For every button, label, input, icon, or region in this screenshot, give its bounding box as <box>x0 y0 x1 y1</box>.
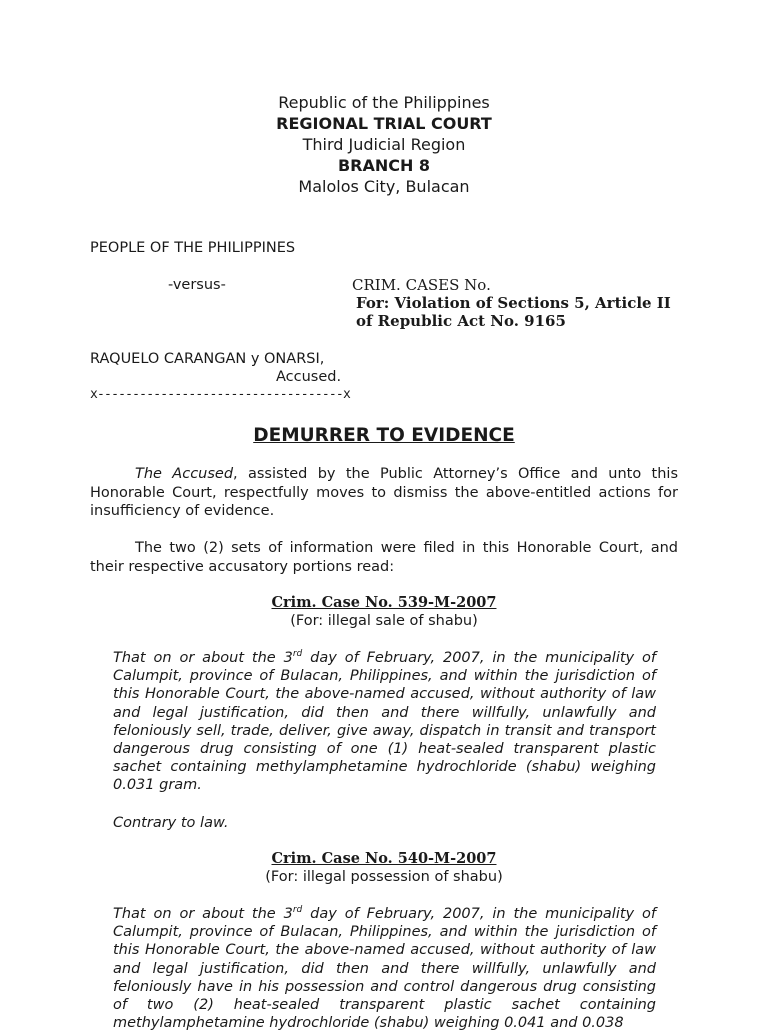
court-name: REGIONAL TRIAL COURT <box>276 114 492 133</box>
accused-name: RAQUELO CARANGAN y ONARSI, <box>90 351 325 367</box>
court-location: Malolos City, Bulacan <box>298 177 470 196</box>
case-2-heading <box>0 850 768 886</box>
accused-italic: The Accused <box>135 466 234 482</box>
republic-line: Republic of the Philippines <box>278 93 490 112</box>
court-header <box>0 92 768 197</box>
accused-label: Accused. <box>276 369 342 385</box>
case-2-number: Crim. Case No. 540-M-2007 <box>271 850 497 867</box>
case-1-heading <box>0 594 768 630</box>
contrary-to-law: Contrary to law. <box>113 815 229 831</box>
case-2-for: (For: illegal possession of shabu) <box>265 869 503 885</box>
branch: BRANCH 8 <box>337 156 431 175</box>
caption-separator: x-----------------------------------x <box>90 387 350 402</box>
document-title: DEMURRER TO EVIDENCE <box>253 425 515 446</box>
second-paragraph: The two (2) sets of information were filed in this Honorable Court, and their respective accusatory portions read: <box>90 540 678 575</box>
case-1-number: Crim. Case No. 539-M-2007 <box>271 594 497 611</box>
case-1-for: (For: illegal sale of shabu) <box>290 613 478 629</box>
case-2-text-pre: That on or about the 3 <box>113 906 293 922</box>
intro-paragraph <box>90 465 678 521</box>
judicial-region: Third Judicial Region <box>302 135 466 154</box>
case-label: CRIM. CASES No. <box>352 276 491 294</box>
case-2-text-post: day of February, 2007, in the municipality of Calumpit, province of Bulacan, Philippines, and within the jurisdiction of this Honorable Court, the above-named accused, without authority of law and legal justification, did then and there willfully, unlawfully and feloniously have in his possession and control dangerous drug consisting of two (2) heat-sealed transparent plastic sachet containing methylamphetamine hydrochloride (shabu) weighing 0.041 and 0.038 <box>113 906 656 1032</box>
case-1-text-post: day of February, 2007, in the municipality of Calumpit, province of Bulacan, Philippines, and within the jurisdiction of this Honorable Court, the above-named accused, without authority of law and legal justification, did then and there willfully, unlawfully and feloniously sell, trade, deliver, give away, dispatch in transit and transport dangerous drug consisting of one (1) heat-sealed transparent plastic sachet containing methylamphetamine hydrochloride (shabu) weighing 0.031 gram. <box>113 650 656 794</box>
case-2-ordinal: rd <box>292 905 303 916</box>
case-2-information <box>113 905 656 1032</box>
plaintiff: PEOPLE OF THE PHILIPPINES <box>90 240 296 256</box>
violation-line-2: of Republic Act No. 9165 <box>356 312 566 330</box>
intro-text: , assisted by the Public Attorney’s Office and unto this Honorable Court, respectfully moves to dismiss the above-entitled actions for insufficiency of evidence. <box>90 466 678 519</box>
versus: -versus- <box>168 277 226 293</box>
case-1-information <box>113 649 656 795</box>
case-1-text-pre: That on or about the 3 <box>113 650 293 666</box>
violation-line-1: For: Violation of Sections 5, Article II <box>356 294 671 312</box>
case-1-ordinal: rd <box>292 649 303 660</box>
